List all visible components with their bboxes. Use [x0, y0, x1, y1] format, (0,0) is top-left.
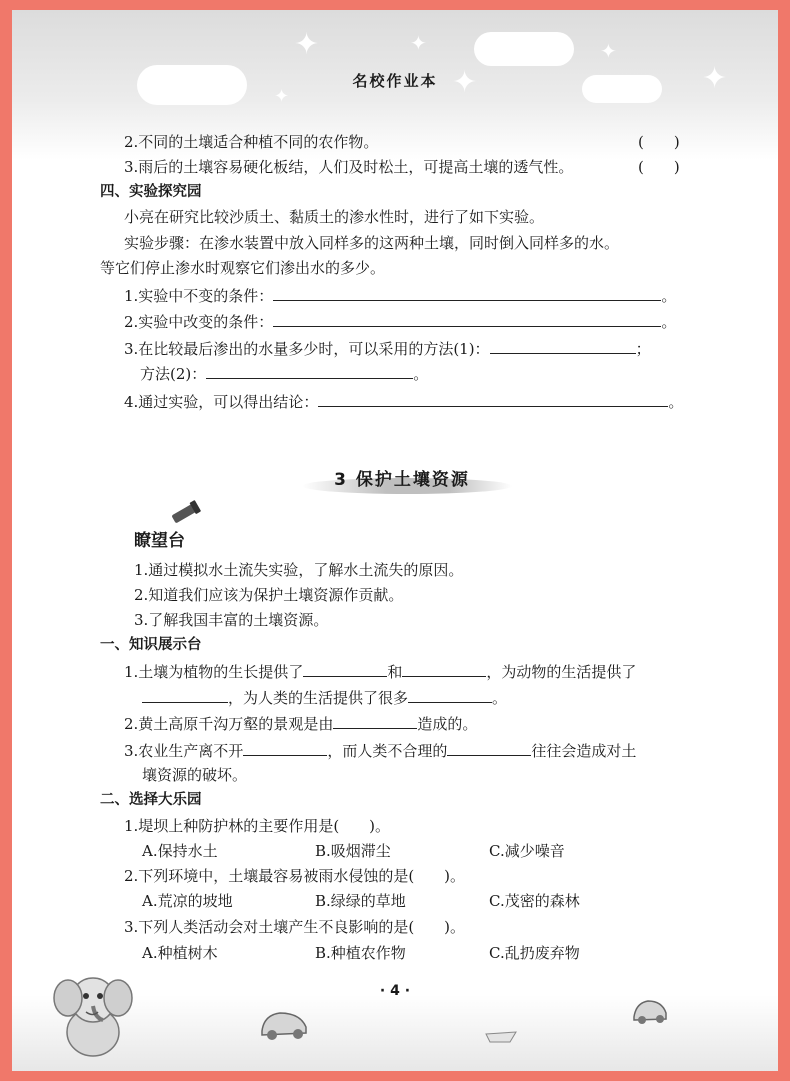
choice-option[interactable]: A.保持水土: [142, 842, 218, 860]
answer-blank[interactable]: [206, 362, 413, 379]
star-icon: ✦: [274, 86, 290, 107]
section-heading: 二、选择大乐园: [100, 792, 202, 808]
choice-option[interactable]: B.绿绿的草地: [315, 892, 406, 910]
experiment-intro: 小亮在研究比较沙质土、黏质土的渗水性时，进行了如下实验。: [124, 208, 545, 226]
question-text: 4.通过实验，可以得出结论：: [124, 393, 319, 411]
choice-option[interactable]: B.种植农作物: [315, 944, 406, 962]
star-icon: ✦: [600, 39, 617, 63]
answer-blank[interactable]: [273, 284, 661, 301]
telescope-icon: [168, 498, 204, 528]
elephant-mascot-icon: [48, 962, 138, 1062]
answer-blank[interactable]: [333, 712, 417, 729]
question-text: ，为动物的生活提供了: [486, 663, 637, 681]
answer-blank[interactable]: [447, 739, 531, 756]
question-text: 1.土壤为植物的生长提供了: [124, 663, 304, 681]
choice-option[interactable]: B.吸烟滞尘: [315, 842, 391, 860]
question-constant-conditions: [124, 284, 676, 307]
section-heading: 一、知识展示台: [100, 637, 202, 653]
question-text: 2.实验中改变的条件：: [124, 313, 274, 331]
punctuation: 。: [661, 313, 677, 331]
choice-question-2: 2.下列环境中，土壤最容易被雨水侵蚀的是( )。: [124, 867, 466, 885]
fill-question-3-cont: 壤资源的破坏。: [142, 766, 248, 784]
section-heading: 四、实验探究园: [100, 184, 202, 200]
question-text: ，而人类不合理的: [327, 742, 448, 760]
star-icon: ✦: [294, 27, 320, 62]
worksheet-content: [12, 10, 778, 1071]
choice-option[interactable]: C.茂密的森林: [489, 892, 580, 910]
question-text: 往往会造成对土: [531, 742, 637, 760]
lookout-title: 瞭望台: [134, 531, 185, 551]
learning-goal: 2.知道我们应该为保护土壤资源作贡献。: [134, 586, 404, 604]
question-text: 3.在比较最后渗出的水量多少时，可以采用的方法(1)：: [124, 340, 490, 358]
fill-question-2: [124, 712, 477, 735]
punctuation: ；: [635, 340, 651, 358]
answer-blank[interactable]: [142, 686, 228, 703]
punctuation: 。: [668, 393, 684, 411]
choice-question-3: 3.下列人类活动会对土壤产生不良影响的是( )。: [124, 918, 466, 936]
learning-goal: 1.通过模拟水土流失实验，了解水土流失的原因。: [134, 561, 464, 579]
fill-question-1-cont: [142, 686, 507, 709]
punctuation: 。: [661, 287, 677, 305]
choice-question-1: 1.堤坝上种防护林的主要作用是( )。: [124, 817, 391, 835]
question-text: 3.农业生产离不开: [124, 742, 244, 760]
answer-blank[interactable]: [490, 337, 636, 354]
answer-blank[interactable]: [243, 739, 327, 756]
book-title: 名校作业本: [352, 72, 438, 90]
star-icon: ✦: [702, 61, 728, 96]
choice-option[interactable]: C.减少噪音: [489, 842, 565, 860]
judge-item-2: 2.不同的土壤适合种植不同的农作物。: [124, 133, 379, 151]
choice-option[interactable]: C.乱扔废弃物: [489, 944, 580, 962]
answer-blank[interactable]: [303, 660, 387, 677]
punctuation: 。: [492, 689, 508, 707]
answer-blank[interactable]: [408, 686, 492, 703]
toy-car-icon: [256, 1005, 312, 1043]
question-method-2: [140, 362, 428, 385]
question-text: 造成的。: [417, 715, 478, 733]
answer-bracket[interactable]: ( ): [638, 158, 680, 176]
learning-goal: 3.了解我国丰富的土壤资源。: [134, 611, 329, 629]
question-comparison-methods: [124, 337, 651, 360]
fill-question-3: [124, 739, 636, 762]
experiment-steps: 实验步骤：在渗水装置中放入同样多的这两种土壤，同时倒入同样多的水。: [124, 234, 620, 252]
choice-option[interactable]: A.荒凉的坡地: [142, 892, 233, 910]
experiment-steps-cont: 等它们停止渗水时观察它们渗出水的多少。: [100, 259, 386, 277]
question-text: ，为人类的生活提供了很多: [228, 689, 409, 707]
question-text: 2.黄土高原千沟万壑的景观是由: [124, 715, 334, 733]
answer-bracket[interactable]: ( ): [638, 133, 680, 151]
lesson-title: 3 保护土壤资源: [334, 470, 470, 490]
answer-blank[interactable]: [273, 310, 661, 327]
toy-car-icon: [630, 995, 670, 1027]
choice-option[interactable]: A.种植树木: [142, 944, 218, 962]
paper-boat-icon: [484, 1026, 518, 1046]
answer-blank[interactable]: [402, 660, 486, 677]
judge-item-3: 3.雨后的土壤容易硬化板结，人们及时松土，可提高土壤的透气性。: [124, 158, 574, 176]
question-conclusion: [124, 390, 683, 413]
question-text: 方法(2)：: [140, 365, 207, 383]
workbook-page: [12, 10, 778, 1071]
question-changed-conditions: [124, 310, 676, 333]
punctuation: 。: [413, 365, 429, 383]
star-icon: ✦: [452, 65, 478, 100]
fill-question-1: [124, 660, 636, 683]
star-icon: ✦: [410, 31, 427, 55]
question-text: 和: [387, 663, 403, 681]
page-number: · 4 ·: [379, 983, 411, 999]
answer-blank[interactable]: [318, 390, 668, 407]
question-text: 1.实验中不变的条件：: [124, 287, 274, 305]
